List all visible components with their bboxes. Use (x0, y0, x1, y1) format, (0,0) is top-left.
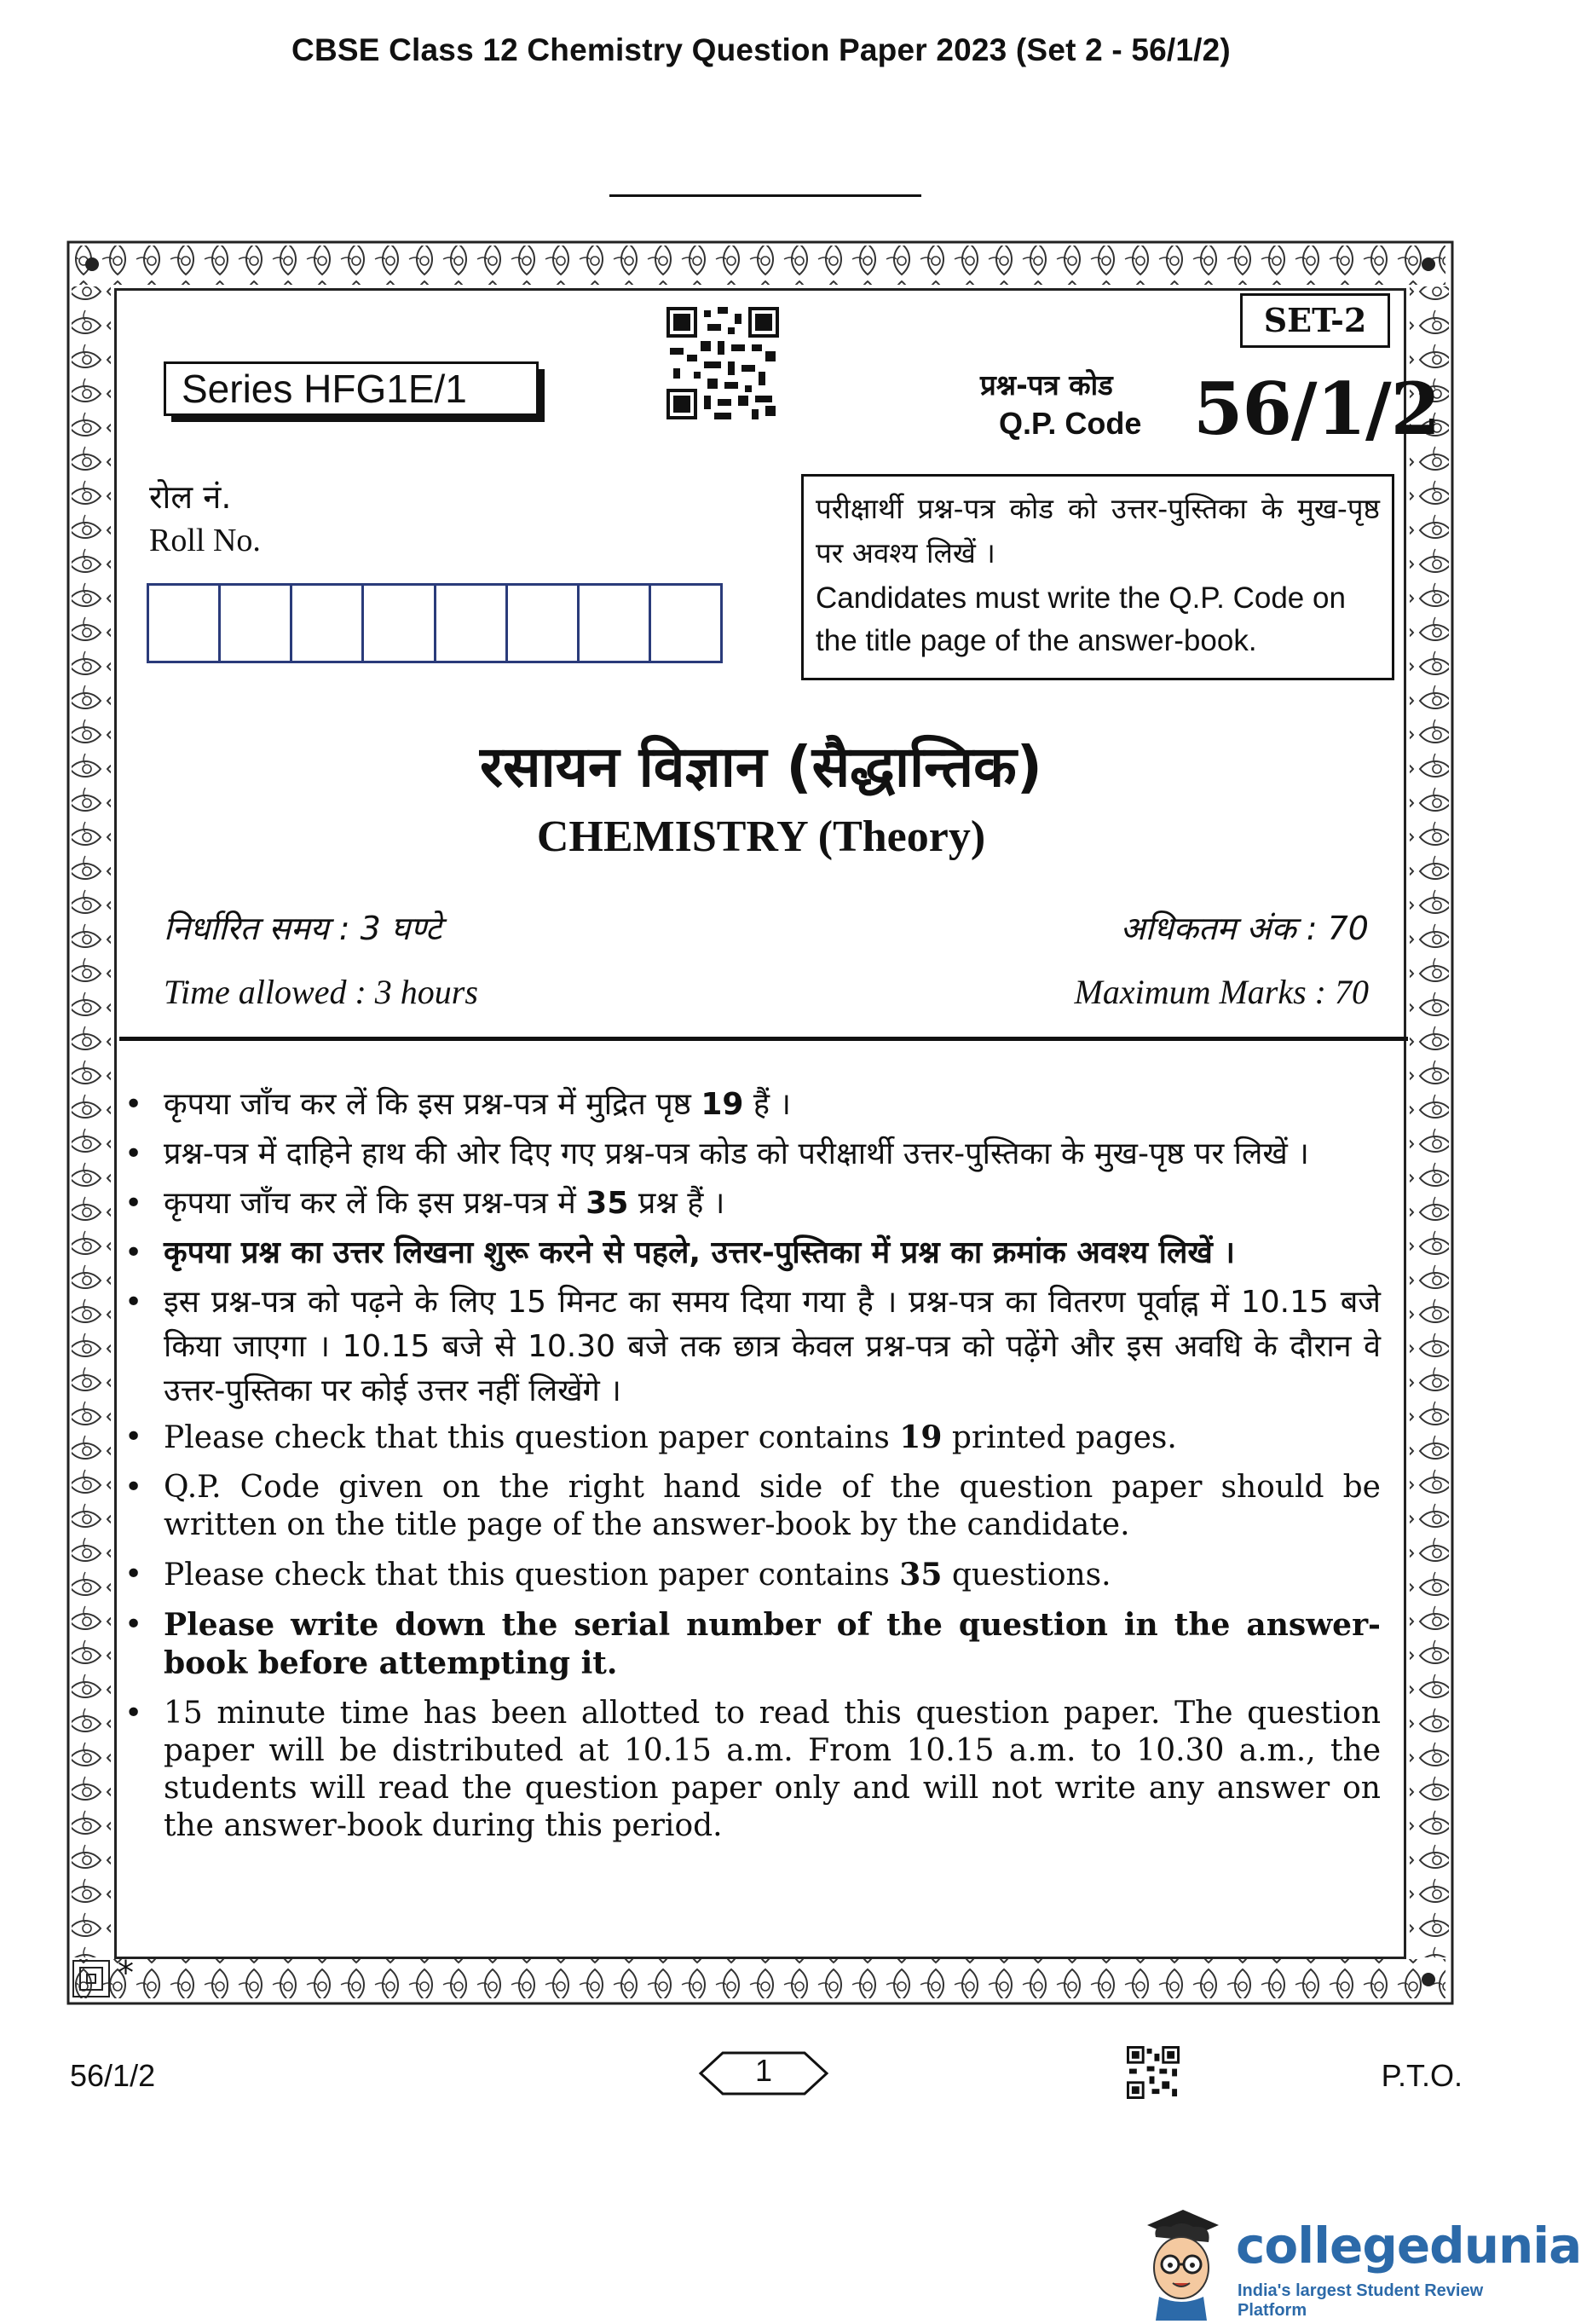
instructions-english (124, 1419, 1381, 1845)
qr-code-small-icon (1127, 2046, 1180, 2099)
instruction-item: • 15 minute time has been allotted to read this question paper. The question paper will be distributed at 10.15 a.m. From 10.15 a.m. to 10.30 a.m., the students will read the question paper only and will not write any answer on the answer-book during this period. (124, 1695, 1381, 1845)
instruction-item: • Q.P. Code given on the right hand side of the question paper should be written on the title page of the answer-book by the candidate. (124, 1469, 1381, 1544)
qp-code-label-hindi: प्रश्न-पत्र कोड (980, 368, 1113, 402)
instruction-item: • इस प्रश्न-पत्र को पढ़ने के लिए 15 मिनट का समय दिया गया है । प्रश्न-पत्र का वितरण पूर्वाह्न में 10.15 बजे किया जाएगा । 10.15 बजे से 10.30 बजे तक छात्र केवल प्रश्न-पत्र को पढ़ेंगे और इस अवधि के दौरान वे उत्तर-पुस्तिका पर कोई उत्तर नहीं लिखेंगे । (124, 1281, 1381, 1413)
qp-code: 56/1/2 (1193, 367, 1440, 451)
qr-code-icon (666, 307, 779, 419)
roll-no-label-hindi: रोल नं. (149, 478, 232, 516)
instruction-item: • कृपया जाँच कर लें कि इस प्रश्न-पत्र में 35 प्रश्न हैं । (124, 1182, 1381, 1226)
roll-box[interactable] (149, 586, 221, 661)
series-label: Series HFG1E/1 (164, 361, 539, 416)
max-marks-hindi: अधिकतम अंक : 70 (1120, 910, 1369, 947)
brand-logo-text: collegedunia (1236, 2217, 1581, 2275)
instruction-item: • कृपया जाँच कर लें कि इस प्रश्न-पत्र में मुद्रित पृष्ठ 19 हैं । (124, 1083, 1381, 1127)
roll-box[interactable] (508, 586, 580, 661)
notice-hindi: परीक्षार्थी प्रश्न-पत्र कोड को उत्तर-पुस्तिका के मुख-पृष्ठ पर अवश्य लिखें । (816, 492, 1380, 569)
instructions (124, 1083, 1381, 1857)
instructions-hindi (124, 1083, 1381, 1413)
time-allowed: Time allowed : 3 hours (164, 973, 478, 1011)
qp-code-notice (801, 474, 1394, 680)
set-label: SET-2 (1240, 293, 1390, 348)
roll-box[interactable] (580, 586, 651, 661)
roll-box[interactable] (221, 586, 292, 661)
footer-qp-code: 56/1/2 (70, 2058, 156, 2093)
notice-english: Candidates must write the Q.P. Code on the title page of the answer-book. (816, 581, 1346, 657)
time-allowed-hindi: निर्धारित समय : 3 घण्टे (164, 910, 442, 947)
brand-tagline: India's largest Student Review Platform (1238, 2281, 1484, 2320)
document-header-title: CBSE Class 12 Chemistry Question Paper 2023 (Set 2 - 56/1/2) (291, 32, 1231, 67)
roll-no-label: Roll No. (149, 523, 261, 558)
roll-box[interactable] (364, 586, 436, 661)
header-rule (609, 194, 921, 197)
instruction-item: • Please check that this question paper contains 19 printed pages. (124, 1419, 1381, 1457)
asterisk-marker: * (118, 1954, 134, 1992)
roll-number-boxes (147, 583, 723, 663)
qp-code-label: Q.P. Code (999, 406, 1142, 441)
instruction-item: • Please write down the serial number of the question in the answer-book before attempting it. (124, 1606, 1381, 1683)
roll-box[interactable] (292, 586, 364, 661)
roll-box[interactable] (651, 586, 720, 661)
section-divider (119, 1037, 1408, 1041)
student-mascot-icon (1130, 2201, 1232, 2321)
page-number: 1 (754, 2053, 773, 2088)
subject-title-hindi: रसायन विज्ञान (सैद्धान्तिक) (480, 734, 1042, 800)
subject-title: CHEMISTRY (Theory) (536, 812, 986, 861)
instruction-item: • प्रश्न-पत्र में दाहिने हाथ की ओर दिए गए प्रश्न-पत्र कोड को परीक्षार्थी उत्तर-पुस्तिका के मुख-पृष्ठ पर लिखें । (124, 1132, 1381, 1176)
instruction-item: • Please check that this question paper contains 35 questions. (124, 1556, 1381, 1594)
roll-box[interactable] (436, 586, 508, 661)
instruction-item: • कृपया प्रश्न का उत्तर लिखना शुरू करने से पहले, उत्तर-पुस्तिका में प्रश्न का क्रमांक अवश्य लिखें । (124, 1231, 1381, 1275)
max-marks: Maximum Marks : 70 (1074, 973, 1369, 1011)
pto-label: P.T.O. (1381, 2058, 1463, 2093)
